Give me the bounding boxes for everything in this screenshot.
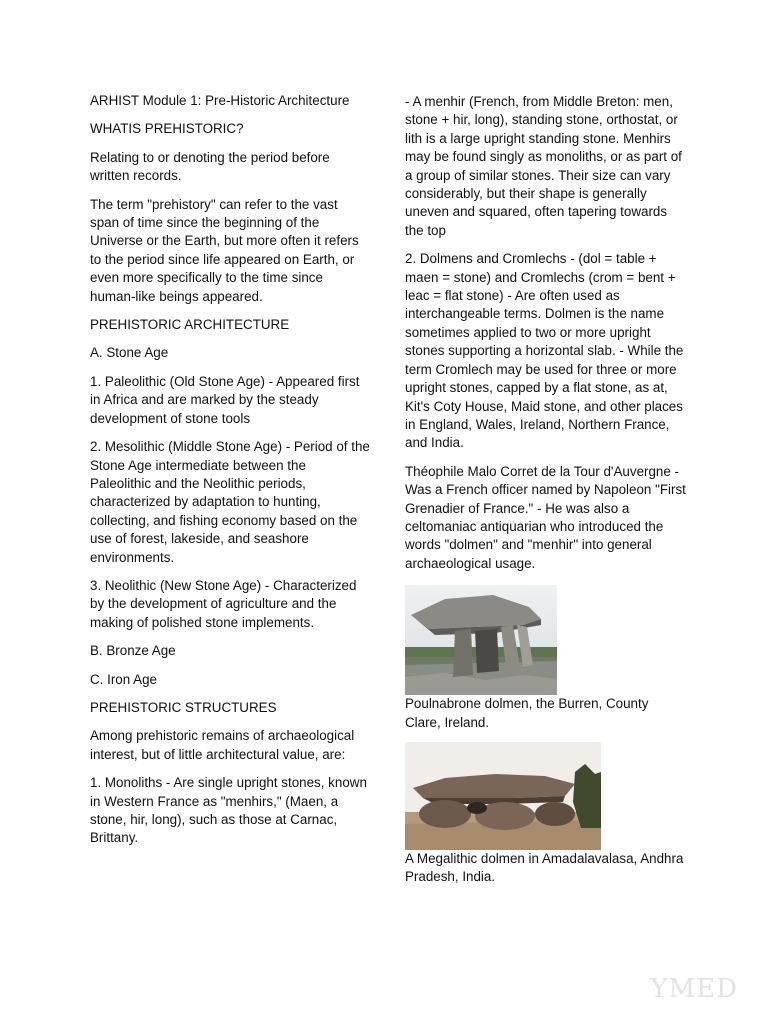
figure-caption: A Megalithic dolmen in Amadalavalasa, Andhra Pradesh, India. [405,850,684,885]
section-heading-architecture: PREHISTORIC ARCHITECTURE [90,317,290,333]
amadalavalasa-dolmen-photo [405,742,601,850]
document-title: ARHIST Module 1: Pre-Historic Architecture [90,93,350,108]
list-item-mesolithic: 2. Mesolithic (Middle Stone Age) - Period of the Stone Age intermediate between the Paleolithic and the Neolithic periods, characterized by adaptation to hunting, collecting, and fishing economy based on the use of forest, lakeside, and seashore environments. [90,439,370,565]
watermark: YMED [650,974,738,1004]
figure-poulnabrone [405,585,687,732]
subheading-bronze-age: B. Bronze Age [90,643,176,659]
subheading-stone-age: A. Stone Age [90,345,169,361]
paragraph-menhir: - A menhir (French, from Middle Breton: men, stone + hir, long), standing stone, orthostat, or lith is a large upright standing stone. Menhirs may be found singly as monoliths, or as part of a group of similar stones. Their size can vary considerably, but their shape is generally uneven and squared, often tapering towards the top [405,94,682,238]
figure-amadalavalasa [405,742,687,887]
list-item-paleolithic: 1. Paleolithic (Old Stone Age) - Appeared first in Africa and are marked by the steady development of stone tools [90,373,360,426]
paragraph: Among prehistoric remains of archaeological interest, but of little architectural value, are: [90,728,355,762]
paragraph: The term "prehistory" can refer to the vast span of time since the beginning of the Universe or the Earth, but more often it refers to the period since life appeared on Earth, or even more specifically to the time since human-like beings appeared. [90,196,359,304]
subheading-iron-age: C. Iron Age [90,671,157,687]
section-heading-prehistoric: WHATIS PREHISTORIC? [90,121,244,137]
list-item-monoliths: 1. Monoliths - Are single upright stones, known in Western France as "menhirs," (Maen, a stone, hir, long), such as those at Carnac, Brittany. [90,775,367,846]
right-column [405,93,687,897]
list-item-dolmens: 2. Dolmens and Cromlechs - (dol = table + maen = stone) and Cromlechs (crom = bent + leac = flat stone) - Are often used as interchangeable terms. Dolmen is the name sometimes applied to two or more upright stones supporting a horizontal slab. - While the term Cromlech may be used for three or more upright stones, capped by a flat stone, as at, Kit's Coty House, Maid stone, and other places in England, Wales, Ireland, Northern France, and India. [405,251,684,451]
list-item-neolithic: 3. Neolithic (New Stone Age) - Characterized by the development of agriculture and the making of polished stone implements. [90,577,357,630]
paragraph-tour-dauvergne: Théophile Malo Corret de la Tour d'Auvergne - Was a French officer named by Napoleon "First Grenadier of France." - He was also a celtomaniac antiquarian who introduced the words "dolmen" and "menhir" into general archaeological usage. [405,463,686,571]
paragraph: Relating to or denoting the period before written records. [90,149,330,184]
poulnabrone-dolmen-photo [405,585,557,695]
figure-caption: Poulnabrone dolmen, the Burren, County Clare, Ireland. [405,696,649,730]
left-column [90,92,370,858]
section-heading-structures: PREHISTORIC STRUCTURES [90,699,277,715]
